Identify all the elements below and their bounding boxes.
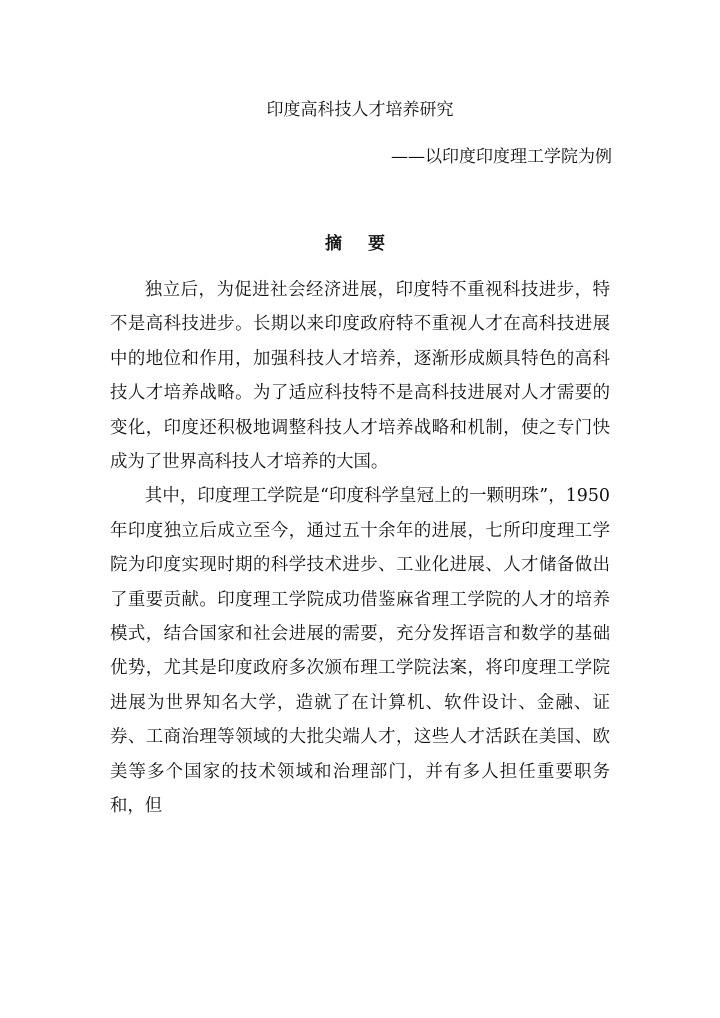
abstract-body: [110, 273, 610, 824]
abstract-paragraph-2: 其中，印度理工学院是“印度科学皇冠上的一颗明珠”，1950年印度独立后成立至今，通过五十余年的进展，七所印度理工学院为印度实现时期的科学技术进步、工业化进展、人才储备做出了重要贡献。印度理工学院成功借鉴麻省理工学院的人才的培养模式，结合国家和社会进展的需要，充分发挥语言和数学的基础优势，尤其是印度政府多次颁布理工学院法案，将印度理工学院进展为世界知名大学，造就了在计算机、软件设计、金融、证券、工商治理等领域的大批尖端人才，这些人才活跃在美国、欧美等多个国家的技术领域和治理部门，并有多人担任重要职务和，但: [110, 486, 610, 817]
document-subtitle: ——以印度印度理工学院为例: [391, 147, 612, 167]
document-title: 印度高科技人才培养研究: [266, 100, 454, 120]
abstract-heading: 摘 要: [325, 234, 395, 254]
abstract-paragraph-1: 独立后，为促进社会经济进展，印度特不重视科技进步，特不是高科技进步。长期以来印度政府特不重视人才在高科技进展中的地位和作用，加强科技人才培养，逐渐形成颇具特色的高科技人才培养战略。为了适应科技特不是高科技进展对人才需要的变化，印度还积极地调整科技人才培养战略和机制，使之专门快成为了世界高科技人才培养的大国。: [110, 280, 610, 473]
